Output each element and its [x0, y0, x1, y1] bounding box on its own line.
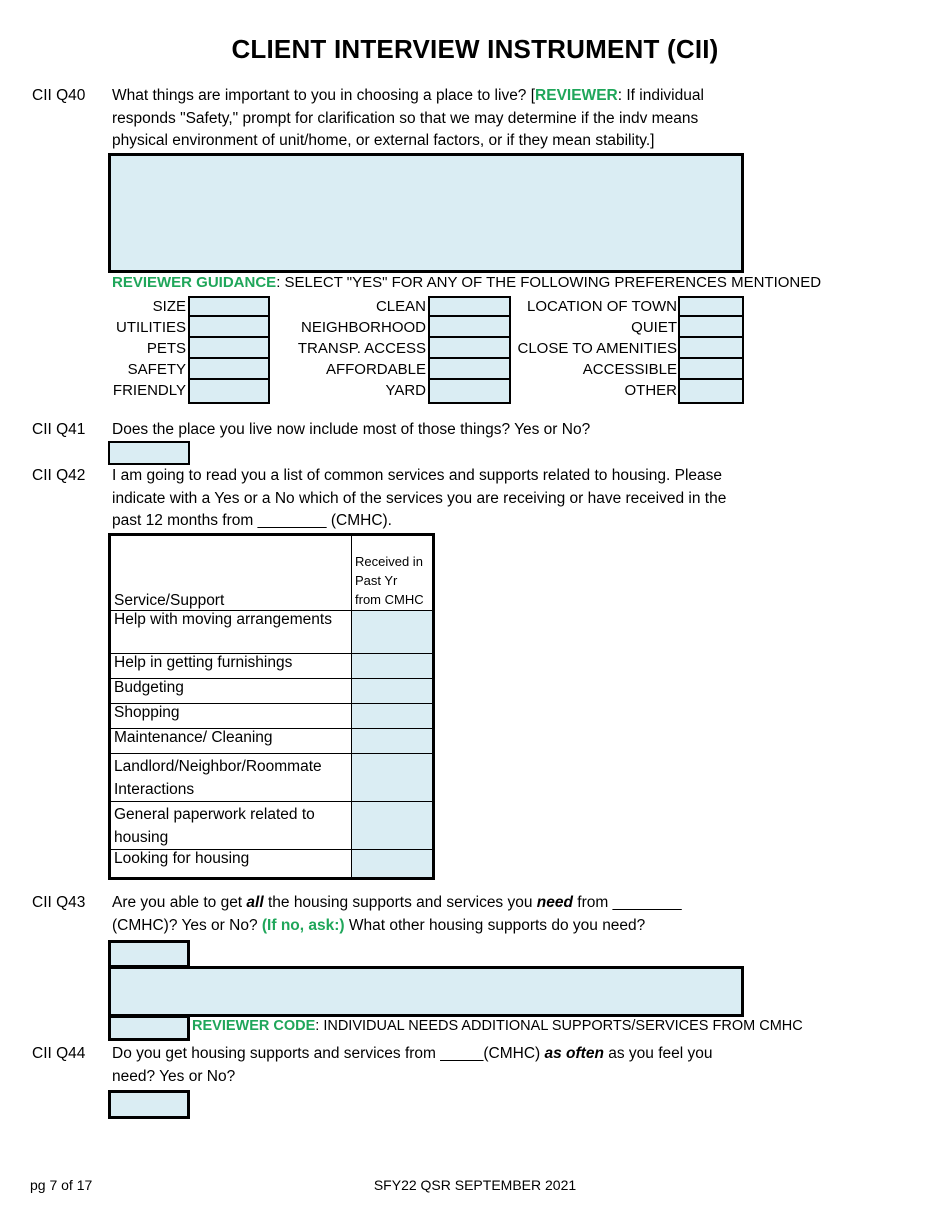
service-answer-cell[interactable] [352, 654, 433, 679]
pref-label: CLEAN [375, 298, 426, 315]
service-answer-cell[interactable] [352, 754, 433, 802]
pref-label: AFFORDABLE [325, 361, 426, 378]
service-row-label: Help in getting furnishings [111, 654, 352, 679]
q43-label: CII Q43 [32, 894, 86, 911]
pref-label: PETS [146, 340, 186, 357]
pref-amenities-box[interactable] [678, 338, 744, 359]
q40-text: What things are important to you in choosing a place to live? [REVIEWER: If individual responds "Safety," prompt for clarification so that we may determine if the indv means physical environment of unit/home, or external factors, or if they mean stability.] [112, 87, 704, 149]
service-row-label: Help with moving arrangements [111, 611, 352, 654]
service-answer-cell[interactable] [352, 850, 433, 878]
pref-other-box[interactable] [678, 380, 744, 404]
pref-label: CLOSE TO AMENITIES [517, 340, 677, 357]
pref-col1-boxes [188, 296, 270, 404]
pref-pets-box[interactable] [188, 338, 270, 359]
service-row-label: Budgeting [111, 679, 352, 704]
service-row-label: Landlord/Neighbor/Roommate Interactions [111, 754, 352, 802]
pref-label: ACCESSIBLE [582, 361, 677, 378]
col-header-received: Received in Past Yr from CMHC [352, 536, 433, 611]
service-answer-cell[interactable] [352, 679, 433, 704]
q44-text: Do you get housing supports and services from _____(CMHC) as often as you feel you need? Yes or No? [112, 1045, 713, 1085]
q44-answer-box[interactable] [108, 1090, 190, 1119]
q40-label: CII Q40 [32, 87, 86, 104]
reviewer-guidance: REVIEWER GUIDANCE: SELECT "YES" FOR ANY OF THE FOLLOWING PREFERENCES MENTIONED [112, 274, 822, 291]
service-answer-cell[interactable] [352, 729, 433, 754]
q42-label: CII Q42 [32, 467, 86, 484]
pref-label: TRANSP. ACCESS [297, 340, 426, 357]
pref-label: SIZE [152, 298, 186, 315]
pref-label: UTILITIES [115, 319, 186, 336]
q41-text: Does the place you live now include most of those things? Yes or No? [112, 421, 591, 438]
pref-safety-box[interactable] [188, 359, 270, 380]
footer-center: SFY22 QSR SEPTEMBER 2021 [373, 1177, 577, 1193]
q43-yesno-box[interactable] [108, 940, 190, 968]
pref-yard-box[interactable] [428, 380, 511, 404]
pref-neighborhood-box[interactable] [428, 317, 511, 338]
q40-answer-box[interactable] [108, 153, 744, 273]
q43-code-box[interactable] [108, 1015, 190, 1041]
services-table [108, 533, 435, 880]
pref-label: FRIENDLY [112, 382, 186, 399]
q41-answer-box[interactable] [108, 441, 190, 465]
service-row-label: General paperwork related to housing [111, 802, 352, 850]
pref-col1-labels [60, 296, 186, 401]
pref-quiet-box[interactable] [678, 317, 744, 338]
pref-label: NEIGHBORHOOD [300, 319, 426, 336]
pref-affordable-box[interactable] [428, 359, 511, 380]
service-row-label: Maintenance/ Cleaning [111, 729, 352, 754]
pref-col3-labels [516, 296, 677, 401]
q42-text: I am going to read you a list of common services and supports related to housing. Please indicate with a Yes or a No which of the services you are receiving or have received in the past 12 months from ________ (CMHC). [112, 467, 727, 529]
pref-col3-boxes [678, 296, 744, 404]
pref-col2-boxes [428, 296, 511, 404]
reviewer-code: REVIEWER CODE: INDIVIDUAL NEEDS ADDITIONAL SUPPORTS/SERVICES FROM CMHC [192, 1018, 803, 1034]
pref-clean-box[interactable] [428, 296, 511, 317]
reviewer-tag: REVIEWER [535, 87, 618, 104]
service-row-label: Shopping [111, 704, 352, 729]
pref-accessible-box[interactable] [678, 359, 744, 380]
q43-text: Are you able to get all the housing supports and services you need from ________ (CMHC)? Yes or No? (If no, ask:) What other housing supports do you need? [112, 894, 682, 934]
pref-label: OTHER [624, 382, 677, 399]
col-header-service: Service/Support [111, 536, 352, 611]
pref-label: YARD [385, 382, 426, 399]
q41-label: CII Q41 [32, 421, 86, 438]
pref-label: LOCATION OF TOWN [526, 298, 677, 315]
pref-size-box[interactable] [188, 296, 270, 317]
page-number: pg 7 of 17 [30, 1177, 93, 1193]
q43-answer-box[interactable] [108, 966, 744, 1017]
pref-friendly-box[interactable] [188, 380, 270, 404]
service-answer-cell[interactable] [352, 611, 433, 654]
pref-label: QUIET [631, 319, 677, 336]
pref-location-box[interactable] [678, 296, 744, 317]
pref-col2-labels [280, 296, 426, 401]
service-row-label: Looking for housing [111, 850, 352, 878]
service-answer-cell[interactable] [352, 704, 433, 729]
page-title: CLIENT INTERVIEW INSTRUMENT (CII) [231, 34, 719, 64]
service-answer-cell[interactable] [352, 802, 433, 850]
pref-transp-access-box[interactable] [428, 338, 511, 359]
q44-label: CII Q44 [32, 1045, 86, 1062]
pref-label: SAFETY [127, 361, 186, 378]
pref-utilities-box[interactable] [188, 317, 270, 338]
